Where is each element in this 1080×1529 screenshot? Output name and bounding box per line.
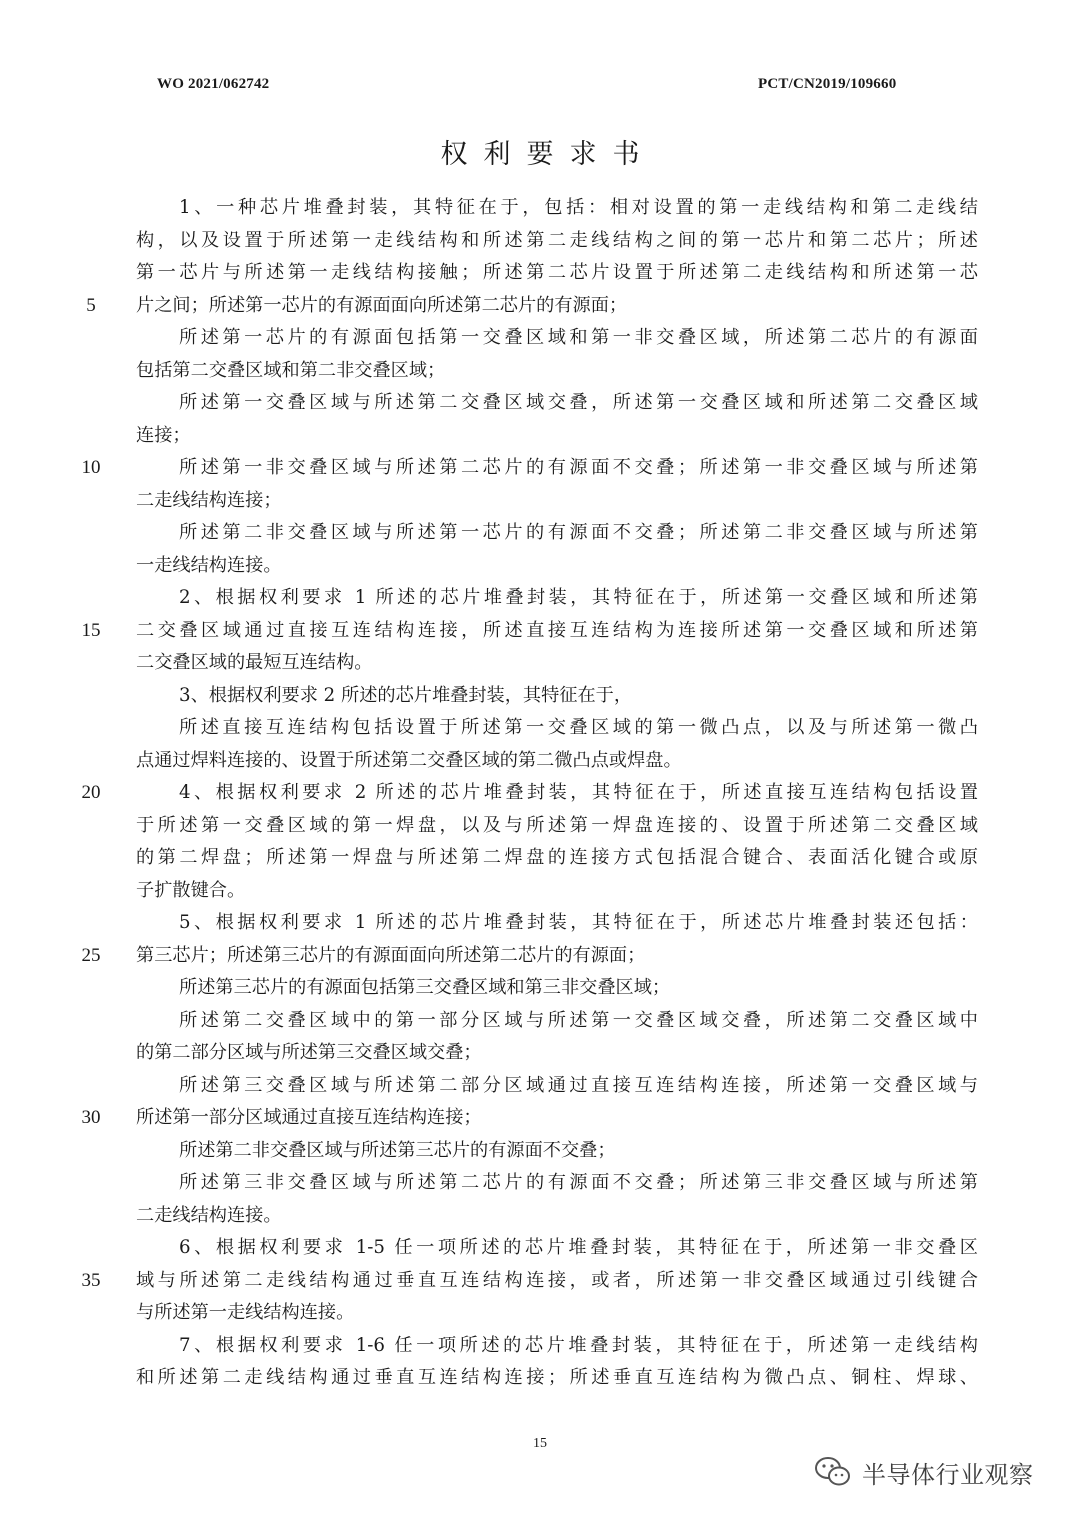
claim-text-line: 7、根据权利要求 1-6 任一项所述的芯片堆叠封装，其特征在于，所述第一走线结构 [179, 1334, 978, 1356]
margin-line-number: 10 [81, 457, 101, 478]
claim-text-line: 所述第二非交叠区域与所述第一芯片的有源面不交叠；所述第二非交叠区域与所述第 [179, 522, 978, 543]
claim-text-line: 所述第三非交叠区域与所述第二芯片的有源面不交叠；所述第三非交叠区域与所述第 [179, 1172, 978, 1193]
claim-text-line: 连接； [136, 424, 191, 446]
watermark [814, 1452, 1034, 1492]
claim-text-line: 第一芯片与所述第一走线结构接触；所述第二芯片设置于所述第二走线结构和所述第一芯 [136, 262, 978, 283]
claim-text-line: 二走线结构连接； [136, 489, 282, 511]
claim-text-line: 3、根据权利要求 2 所述的芯片堆叠封装，其特征在于， [179, 684, 633, 706]
application-number: PCT/CN2019/109660 [758, 76, 897, 92]
claim-text-line: 4、根据权利要求 2 所述的芯片堆叠封装，其特征在于，所述直接互连结构包括设置 [179, 782, 978, 803]
claim-text-line: 域与所述第二走线结构通过垂直互连结构连接，或者，所述第一非交叠区域通过引线键合 [136, 1269, 978, 1291]
claim-text-line: 于所述第一交叠区域的第一焊盘，以及与所述第一焊盘连接的、设置于所述第二交叠区域 [136, 814, 978, 836]
claim-text-line: 所述第一芯片的有源面包括第一交叠区域和第一非交叠区域，所述第二芯片的有源面 [179, 327, 978, 348]
margin-line-number: 30 [81, 1107, 101, 1128]
claim-text-line: 点通过焊料连接的、设置于所述第二交叠区域的第二微凸点或焊盘。 [136, 749, 682, 771]
claim-text-line: 包括第二交叠区域和第二非交叠区域； [136, 359, 446, 381]
margin-line-number: 15 [81, 619, 101, 641]
claim-text-line: 二走线结构连接。 [136, 1204, 282, 1226]
margin-line-number: 25 [81, 944, 101, 966]
claim-text-line: 与所述第一走线结构连接。 [136, 1302, 355, 1323]
claim-text-line: 所述第一交叠区域与所述第二交叠区域交叠，所述第一交叠区域和所述第二交叠区域 [179, 392, 978, 413]
claim-text-line: 所述第二交叠区域中的第一部分区域与所述第一交叠区域交叠，所述第二交叠区域中 [179, 1009, 978, 1031]
claim-text-line: 第三芯片；所述第三芯片的有源面面向所述第二芯片的有源面； [136, 944, 646, 966]
publication-number: WO 2021/062742 [157, 76, 270, 92]
claim-text-line: 构，以及设置于所述第一走线结构和所述第二走线结构之间的第一芯片和第二芯片；所述 [136, 229, 978, 251]
claim-text-line: 所述直接互连结构包括设置于所述第一交叠区域的第一微凸点，以及与所述第一微凸 [179, 717, 978, 738]
claim-text-line: 2、根据权利要求 1 所述的芯片堆叠封装，其特征在于，所述第一交叠区域和所述第 [179, 587, 978, 608]
claim-text-line: 片之间；所述第一芯片的有源面面向所述第二芯片的有源面； [136, 294, 628, 316]
watermark-text: 半导体行业观察 [862, 1460, 1034, 1489]
claim-text-line: 和所述第二走线结构通过垂直互连结构连接；所述垂直互连结构为微凸点、铜柱、焊球、 [136, 1367, 978, 1388]
claim-text-line: 所述第三芯片的有源面包括第三交叠区域和第三非交叠区域； [179, 977, 671, 998]
claim-text-line: 所述第一非交叠区域与所述第二芯片的有源面不交叠；所述第一非交叠区域与所述第 [179, 457, 978, 478]
claim-text-line: 的第二部分区域与所述第三交叠区域交叠； [136, 1042, 482, 1063]
claim-text-line: 的第二焊盘；所述第一焊盘与所述第二焊盘的连接方式包括混合键合、表面活化键合或原 [136, 847, 978, 868]
claim-text-line: 子扩散键合。 [136, 879, 246, 901]
claim-text-line: 1、一种芯片堆叠封装，其特征在于，包括：相对设置的第一走线结构和第二走线结 [179, 197, 978, 218]
claim-text-line: 一走线结构连接。 [136, 554, 282, 576]
margin-line-number: 5 [86, 294, 96, 316]
page-number: 15 [533, 1436, 547, 1451]
margin-line-number: 20 [81, 782, 101, 803]
claim-text-line: 5、根据权利要求 1 所述的芯片堆叠封装，其特征在于，所述芯片堆叠封装还包括： [179, 912, 978, 933]
page-title: 权利要求书 [440, 139, 656, 170]
margin-line-number: 35 [81, 1269, 101, 1291]
claim-text-line: 所述第三交叠区域与所述第二部分区域通过直接互连结构连接，所述第一交叠区域与 [179, 1074, 978, 1096]
claim-text-line: 6、根据权利要求 1-5 任一项所述的芯片堆叠封装，其特征在于，所述第一非交叠区 [179, 1237, 978, 1258]
claim-text-line: 所述第一部分区域通过直接互连结构连接； [136, 1107, 482, 1128]
wechat-icon [814, 1456, 852, 1488]
claim-text-line: 所述第二非交叠区域与所述第三芯片的有源面不交叠； [179, 1139, 616, 1161]
claim-text-line: 二交叠区域的最短互连结构。 [136, 652, 373, 673]
claim-text-line: 二交叠区域通过直接互连结构连接，所述直接互连结构为连接所述第一交叠区域和所述第 [136, 619, 978, 641]
